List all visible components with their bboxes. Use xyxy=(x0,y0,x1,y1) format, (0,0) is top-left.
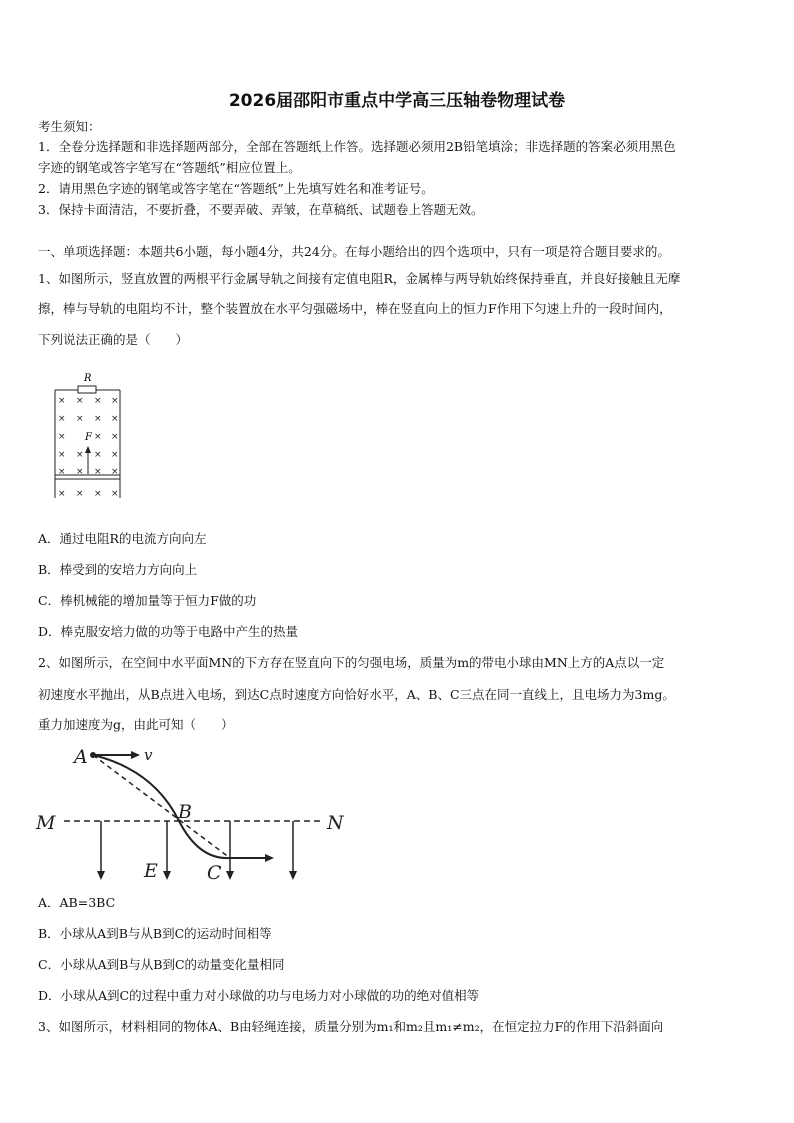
point-c-label: C xyxy=(207,862,222,884)
svg-text:×: × xyxy=(111,396,119,406)
q1-option-b: B．棒受到的安培力方向向上 xyxy=(38,562,198,577)
point-a-label: A xyxy=(74,746,88,768)
section-heading: 一、单项选择题：本题共6小题，每小题4分，共24分。在每小题给出的四个选项中，只有一项是符合题目要求的。 xyxy=(38,244,670,259)
svg-text:×: × xyxy=(111,450,119,460)
velocity-label: v xyxy=(144,746,153,764)
point-b-label: B xyxy=(178,801,192,823)
q1-text-2: 擦，棒与导轨的电阻均不计，整个装置放在水平匀强磁场中，棒在竖直向上的恒力F作用下匀速上升的一段时间内， xyxy=(38,301,672,316)
page-title: 2026届邵阳市重点中学高三压轴卷物理试卷 xyxy=(228,91,566,111)
q3-text-1: 3、如图所示，材料相同的物体A、B由轻绳连接，质量分别为m₁和m₂且m₁≠m₂，在恒定拉力F的作用下沿斜面向 xyxy=(38,1019,664,1034)
svg-text:×: × xyxy=(94,467,102,477)
svg-text:×: × xyxy=(94,396,102,406)
svg-text:×: × xyxy=(76,396,84,406)
notice-heading: 考生须知： xyxy=(38,119,101,134)
q1-text-3: 下列说法正确的是（ ） xyxy=(38,332,189,347)
svg-text:×: × xyxy=(111,489,119,499)
force-label: F xyxy=(85,432,92,443)
svg-text:×: × xyxy=(76,467,84,477)
q1-figure xyxy=(48,370,128,500)
q2-option-c: C．小球从A到B与从B到C的动量变化量相同 xyxy=(38,957,285,972)
q2-text-2: 初速度水平抛出，从B点进入电场，到达C点时速度方向恰好水平，A、B、C三点在同一直线上，且电场力为3mg。 xyxy=(38,687,675,702)
svg-text:×: × xyxy=(94,489,102,499)
svg-text:×: × xyxy=(94,432,102,442)
q2-option-b: B．小球从A到B与从B到C的运动时间相等 xyxy=(38,926,272,941)
svg-text:×: × xyxy=(94,450,102,460)
svg-text:×: × xyxy=(58,467,66,477)
svg-text:×: × xyxy=(58,489,66,499)
svg-text:×: × xyxy=(76,414,84,424)
svg-text:×: × xyxy=(111,414,119,424)
plane-n-label: N xyxy=(327,812,344,834)
q2-text-1: 2、如图所示，在空间中水平面MN的下方存在竖直向下的匀强电场，质量为m的带电小球由MN上方的A点以一定 xyxy=(38,655,665,670)
q2-option-d: D．小球从A到C的过程中重力对小球做的功与电场力对小球做的功的绝对值相等 xyxy=(38,988,480,1003)
svg-text:×: × xyxy=(58,396,66,406)
svg-text:×: × xyxy=(76,489,84,499)
q2-text-3: 重力加速度为g，由此可知（ ） xyxy=(38,717,234,732)
svg-text:×: × xyxy=(94,414,102,424)
resistor-label: R xyxy=(84,373,92,384)
q2-figure xyxy=(34,740,354,885)
field-e-label: E xyxy=(144,860,158,882)
svg-text:×: × xyxy=(58,414,66,424)
notice-item-1: 1．全卷分选择题和非选择题两部分，全部在答题纸上作答。选择题必须用2B铅笔填涂；非选择题的答案必须用黑色 xyxy=(38,139,676,154)
notice-item-3: 3．保持卡面清洁，不要折叠，不要弄破、弄皱，在草稿纸、试题卷上答题无效。 xyxy=(38,202,484,217)
line-abc xyxy=(93,755,230,858)
q1-option-c: C．棒机械能的增加量等于恒力F做的功 xyxy=(38,593,257,608)
notice-item-2: 2．请用黑色字迹的钢笔或答字笔在“答题纸”上先填写姓名和准考证号。 xyxy=(38,181,434,196)
resistor-symbol xyxy=(78,386,96,393)
notice-item-1-cont: 字迹的钢笔或答字笔写在“答题纸”相应位置上。 xyxy=(38,160,301,175)
q1-text-1: 1、如图所示，竖直放置的两根平行金属导轨之间接有定值电阻R，金属棒与两导轨始终保持垂直，并良好接触且无摩 xyxy=(38,271,681,286)
svg-text:×: × xyxy=(111,432,119,442)
svg-text:×: × xyxy=(76,450,84,460)
svg-text:×: × xyxy=(58,450,66,460)
q2-option-a: A．AB=3BC xyxy=(38,895,116,910)
q1-option-d: D．棒克服安培力做的功等于电路中产生的热量 xyxy=(38,624,299,639)
plane-m-label: M xyxy=(36,812,56,834)
svg-text:×: × xyxy=(111,467,119,477)
svg-text:×: × xyxy=(58,432,66,442)
q1-option-a: A．通过电阻R的电流方向向左 xyxy=(38,531,207,546)
